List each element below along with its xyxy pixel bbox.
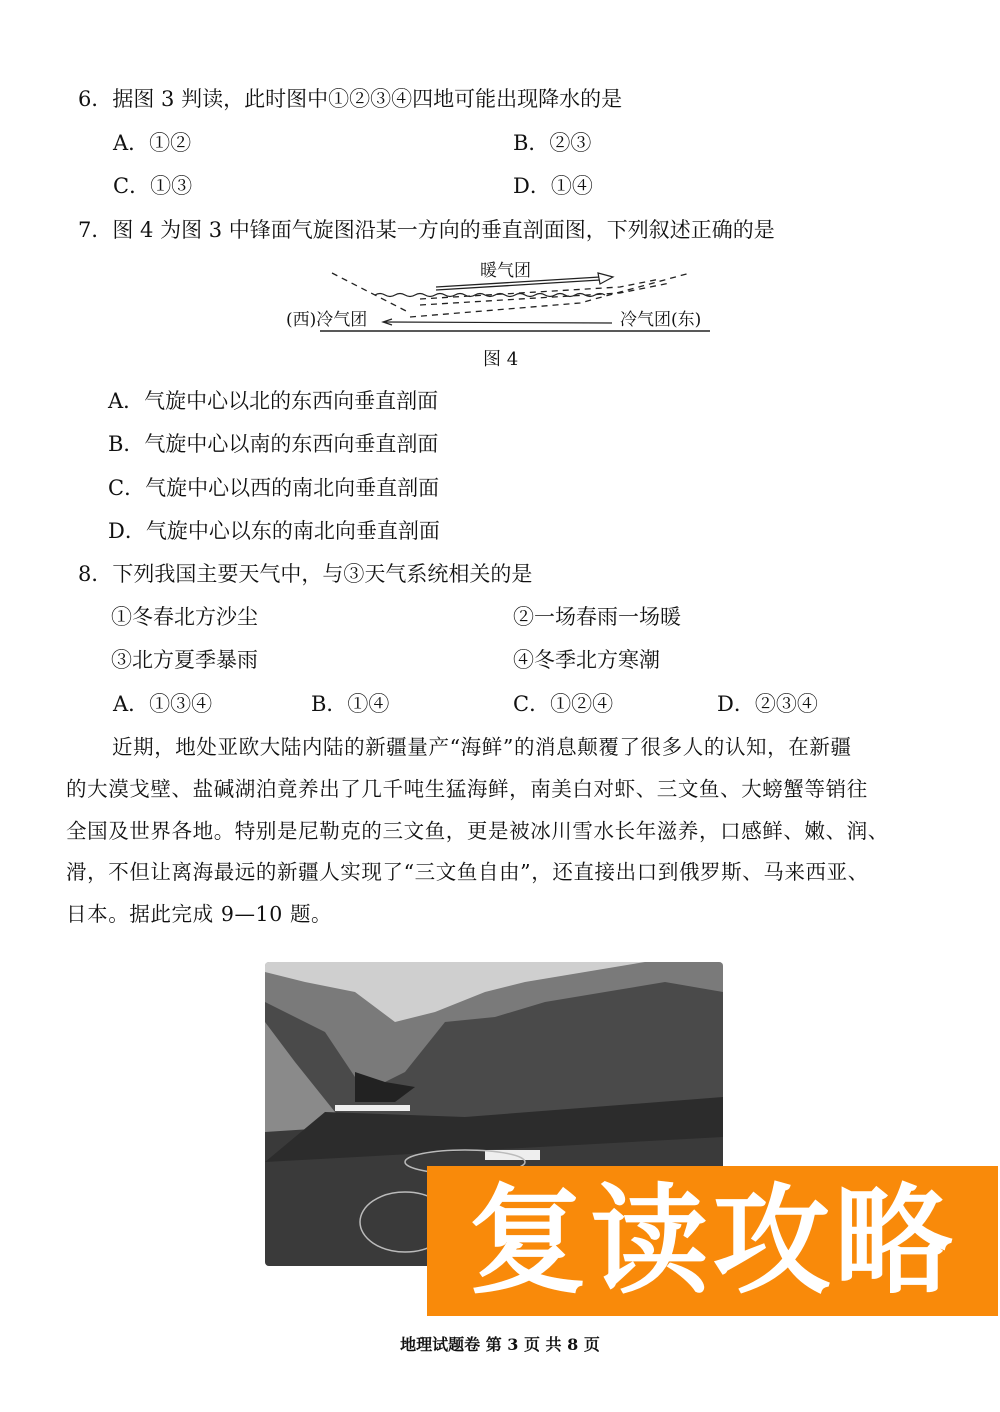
q8-item-4: ④冬季北方寒潮 xyxy=(513,648,660,672)
q7-option-a: A．气旋中心以北的东西向垂直剖面 xyxy=(108,389,439,413)
question-8-stem: 8．下列我国主要天气中，与③天气系统相关的是 xyxy=(78,562,533,586)
question-6-stem: 6．据图 3 判读，此时图中①②③④四地可能出现降水的是 xyxy=(78,87,623,111)
q8-option-d: D．②③④ xyxy=(717,692,818,716)
figure-4-front-cross-section xyxy=(280,255,720,335)
q7-option-c: C．气旋中心以西的南北向垂直剖面 xyxy=(108,476,440,500)
cold-air-east-label: 冷气团(东) xyxy=(620,310,702,330)
page-footer: 地理试题卷 第 3 页 共 8 页 xyxy=(400,1335,600,1354)
q6-option-c: C．①③ xyxy=(113,174,193,198)
q8-item-1: ①冬春北方沙尘 xyxy=(111,605,258,629)
warm-air-label: 暖气团 xyxy=(480,261,531,281)
passage-line: 滑，不但让离海最远的新疆人实现了“三文鱼自由”，还直接出口到俄罗斯、马来西亚、 xyxy=(66,860,869,884)
q6-option-b: B．②③ xyxy=(513,131,592,155)
watermark-banner: 复读攻略 xyxy=(427,1166,998,1316)
question-7-stem: 7．图 4 为图 3 中锋面气旋图沿某一方向的垂直剖面图，下列叙述正确的是 xyxy=(78,218,775,242)
q8-option-a: A．①③④ xyxy=(113,692,213,716)
q8-option-c: C．①②④ xyxy=(513,692,614,716)
passage-line: 的大漠戈壁、盐碱湖泊竟养出了几千吨生猛海鲜，南美白对虾、三文鱼、大螃蟹等销往 xyxy=(66,777,868,801)
q8-item-2: ②一场春雨一场暖 xyxy=(513,605,681,629)
q8-option-b: B．①④ xyxy=(311,692,390,716)
q7-option-b: B．气旋中心以南的东西向垂直剖面 xyxy=(108,432,439,456)
q6-option-a: A．①② xyxy=(113,131,192,155)
q8-item-3: ③北方夏季暴雨 xyxy=(111,648,258,672)
figure-4-caption: 图 4 xyxy=(483,349,519,370)
q7-option-d: D．气旋中心以东的南北向垂直剖面 xyxy=(108,519,440,543)
passage-line: 近期，地处亚欧大陆内陆的新疆量产“海鲜”的消息颠覆了很多人的认知，在新疆 xyxy=(112,735,852,759)
passage-line: 全国及世界各地。特别是尼勒克的三文鱼，更是被冰川雪水长年滋养，口感鲜、嫩、润、 xyxy=(66,819,889,843)
q6-option-d: D．①④ xyxy=(513,174,593,198)
cold-air-west-label: (西)冷气团 xyxy=(286,310,368,330)
passage-line: 日本。据此完成 9—10 题。 xyxy=(66,902,333,926)
